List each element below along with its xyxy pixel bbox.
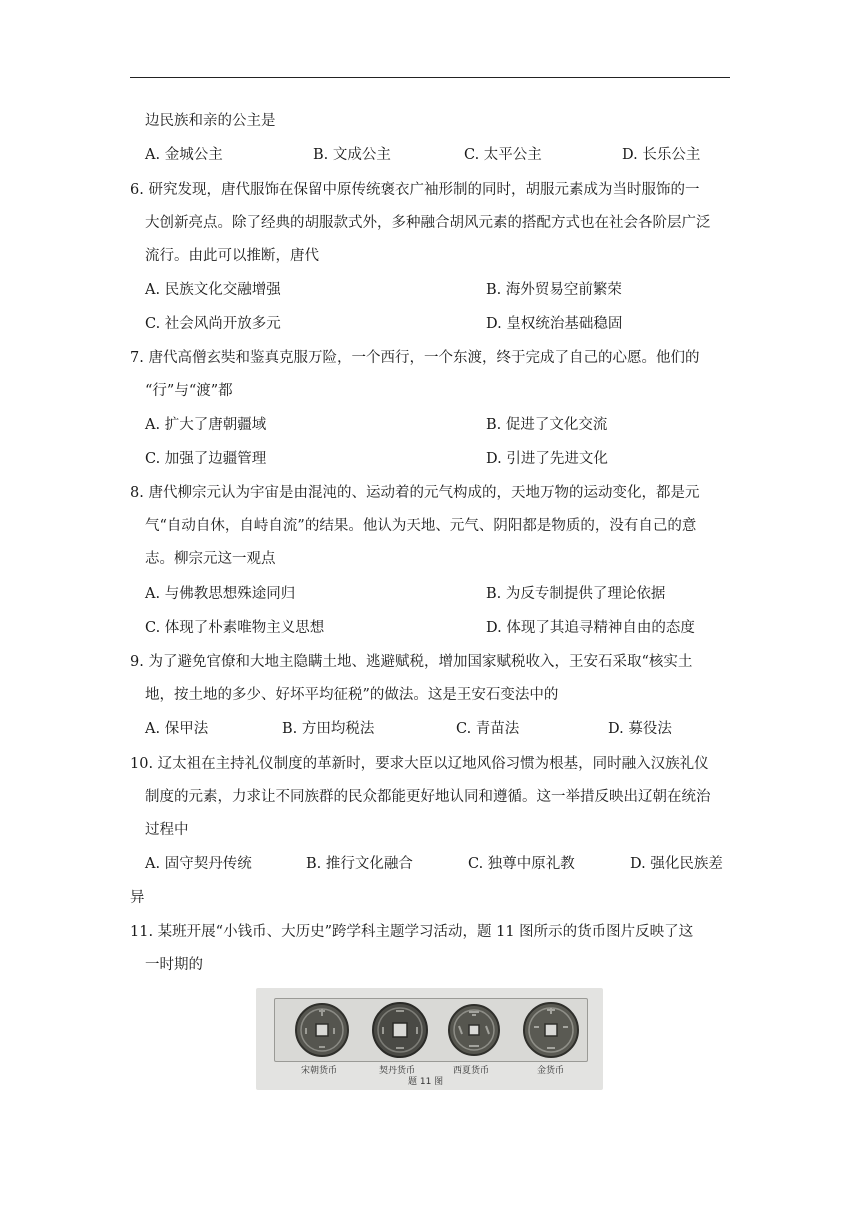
q9-option-c[interactable]: C. 青苗法 <box>456 721 520 737</box>
q9-option-a[interactable]: A. 保甲法 <box>145 721 209 737</box>
q6-option-d[interactable]: D. 皇权统治基础稳固 <box>486 316 623 332</box>
q9-option-d[interactable]: D. 募役法 <box>608 721 672 737</box>
coin-label-khitan: 契丹货币 <box>379 1066 416 1076</box>
header-rule <box>130 77 730 78</box>
q10-option-a[interactable]: A. 固守契丹传统 <box>145 856 252 872</box>
q6-option-c[interactable]: C. 社会风尚开放多元 <box>145 316 281 332</box>
song-coin-icon <box>293 1001 351 1059</box>
q8-stem-line-2: 气“自动自休，自峙自流”的结果。他认为天地、元气、阴阳都是物质的，没有自己的意 <box>145 518 697 534</box>
q7-option-a[interactable]: A. 扩大了唐朝疆域 <box>145 417 267 433</box>
q6-option-b[interactable]: B. 海外贸易空前繁荣 <box>486 282 622 298</box>
coin-label-song: 宋朝货币 <box>301 1066 338 1076</box>
q5-option-c[interactable]: C. 太平公主 <box>464 147 542 163</box>
q11-stem-line-2: 一时期的 <box>145 957 203 973</box>
q10-option-b[interactable]: B. 推行文化融合 <box>306 856 413 872</box>
q6-stem-line-3: 流行。由此可以推断，唐代 <box>145 248 319 264</box>
q8-option-d[interactable]: D. 体现了其追寻精神自由的态度 <box>486 620 695 636</box>
q5-option-d[interactable]: D. 长乐公主 <box>622 147 701 163</box>
q7-stem-line-2: “行”与“渡”都 <box>145 383 233 399</box>
q9-stem-line-1: 9. 为了避免官僚和大地主隐瞒土地、逃避赋税，增加国家赋税收入，王安石采取“核实土 <box>130 654 693 670</box>
q10-option-d[interactable]: D. 强化民族差 <box>630 856 723 872</box>
jin-coin-icon <box>521 1001 581 1061</box>
q8-stem-line-3: 志。柳宗元这一观点 <box>145 551 276 567</box>
q8-stem-line-1: 8. 唐代柳宗元认为宇宙是由混沌的、运动着的元气构成的，天地万物的运动变化，都是元 <box>130 485 700 501</box>
khitan-coin-icon <box>371 1001 429 1059</box>
q7-stem-line-1: 7. 唐代高僧玄奘和鉴真克服万险，一个西行，一个东渡，终于完成了自己的心愿。他们的 <box>130 350 700 366</box>
q11-stem-line-1: 11. 某班开展“小钱币、大历史”跨学科主题学习活动，题 11 图所示的货币图片反映了这 <box>130 924 694 940</box>
q9-stem-line-2: 地，按土地的多少、好坏平均征税”的做法。这是王安石变法中的 <box>145 687 559 703</box>
q10-option-d-wrap: 异 <box>130 890 145 906</box>
q6-stem-line-1: 6. 研究发现，唐代服饰在保留中原传统褒衣广袖形制的同时，胡服元素成为当时服饰的一 <box>130 182 700 198</box>
q8-option-a[interactable]: A. 与佛教思想殊途同归 <box>145 586 296 602</box>
coin-label-jin: 金货币 <box>537 1066 565 1076</box>
q6-stem-line-2: 大创新亮点。除了经典的胡服款式外，多种融合胡风元素的搭配方式也在社会各阶层广泛 <box>145 215 711 231</box>
western-xia-coin-icon <box>445 1001 503 1059</box>
q10-option-c[interactable]: C. 独尊中原礼教 <box>468 856 575 872</box>
q10-stem-line-2: 制度的元素，力求让不同族群的民众都能更好地认同和遵循。这一举措反映出辽朝在统治 <box>145 789 711 805</box>
q8-option-b[interactable]: B. 为反专制提供了理论依据 <box>486 586 666 602</box>
q7-option-b[interactable]: B. 促进了文化交流 <box>486 417 608 433</box>
q7-option-c[interactable]: C. 加强了边疆管理 <box>145 451 267 467</box>
q10-stem-line-3: 过程中 <box>145 822 189 838</box>
q5-option-a[interactable]: A. 金城公主 <box>145 147 223 163</box>
figure-caption: 题 11 图 <box>408 1077 444 1087</box>
coin-label-western-xia: 西夏货币 <box>453 1066 490 1076</box>
coin-panel <box>274 998 588 1076</box>
q7-option-d[interactable]: D. 引进了先进文化 <box>486 451 608 467</box>
q5-option-b[interactable]: B. 文成公主 <box>313 147 391 163</box>
q8-option-c[interactable]: C. 体现了朴素唯物主义思想 <box>145 620 325 636</box>
q10-stem-line-1: 10. 辽太祖在主持礼仪制度的革新时，要求大臣以辽地风俗习惯为根基，同时融入汉族礼仪 <box>130 756 709 772</box>
q9-option-b[interactable]: B. 方田均税法 <box>282 721 375 737</box>
coin-figure <box>256 988 603 1090</box>
q6-option-a[interactable]: A. 民族文化交融增强 <box>145 282 281 298</box>
q5-continuation: 边民族和亲的公主是 <box>145 113 276 129</box>
